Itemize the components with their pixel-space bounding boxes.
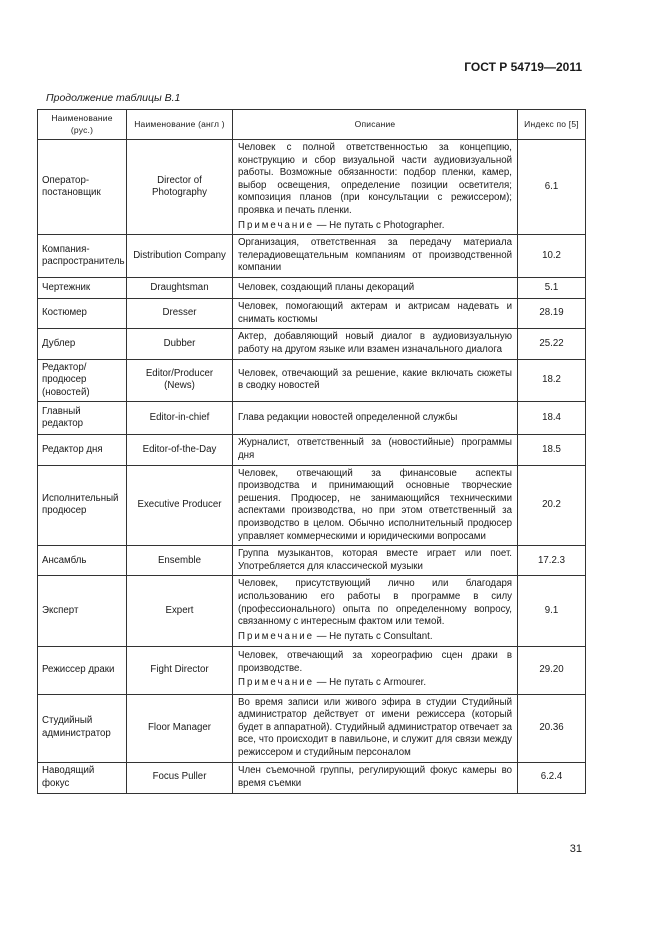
term-index: 20.36 <box>518 694 586 762</box>
description-text: Глава редакции новостей определенной службы <box>238 412 458 424</box>
term-description <box>233 359 518 402</box>
description-text: Журналист, ответственный за (новостийные) программы дня <box>238 437 512 461</box>
description-text: Человек, помогающий актерам и актрисам надевать и снимать костюмы <box>238 301 512 325</box>
term-ru: Компания-распространитель <box>38 235 127 278</box>
col-header-ru: Наименование (рус.) <box>38 110 127 140</box>
term-index: 20.2 <box>518 465 586 546</box>
note-text: — Не путать с Armourer. <box>314 677 427 689</box>
table-row <box>38 694 586 762</box>
table-row <box>38 435 586 465</box>
page-number: 31 <box>569 843 582 855</box>
term-index: 25.22 <box>518 329 586 359</box>
description-text: Во время записи или живого эфира в студии Студийный администратор действует от имени режиссера (который будет в аппаратной). Студийный администратор отвечает за все, что происходит в павильоне, и служит для связи между режиссером и студийным персоналом <box>238 696 512 758</box>
description-text: Человек, отвечающий за хореографию сцен драки в производстве. <box>238 650 512 674</box>
term-description <box>233 299 518 329</box>
col-header-index: Индекс по [5] <box>518 110 586 140</box>
col-header-desc: Описание <box>233 110 518 140</box>
term-description <box>233 694 518 762</box>
term-en: Floor Manager <box>127 694 233 762</box>
term-index: 6.1 <box>518 140 586 235</box>
term-en: Draughtsman <box>127 278 233 299</box>
table-body <box>38 140 586 794</box>
terms-table <box>37 109 586 794</box>
description-note <box>238 220 512 233</box>
standard-header: ГОСТ Р 54719—2011 <box>464 60 582 74</box>
table-row <box>38 329 586 359</box>
term-description <box>233 762 518 793</box>
term-description <box>233 278 518 299</box>
description-text: Человек, отвечающий за финансовые аспекты производства и принимающий основные творческие решения. Продюсер, не занимающийся техническими аспектами производства, но при этом ответственный за производство в целом. Обычно исполнительный продюсер управляет коммерческими и юридическими вопросами <box>238 467 512 542</box>
table-row <box>38 402 586 435</box>
term-en: Expert <box>127 576 233 646</box>
table-header-row <box>38 110 586 140</box>
term-index: 5.1 <box>518 278 586 299</box>
term-en: Editor-in-chief <box>127 402 233 435</box>
term-description <box>233 465 518 546</box>
description-text: Человек, присутствующий лично или благодаря использованию его работы в программе в силу (профессионального) опыта по определенному вопросу, связанному с интересным фактом или темой. <box>238 578 512 628</box>
description-text: Человек, отвечающий за решение, какие включать сюжеты в сводку новостей <box>238 367 512 392</box>
term-en: Dresser <box>127 299 233 329</box>
term-description <box>233 235 518 278</box>
term-en: Director of Photography <box>127 140 233 235</box>
term-en: Editor/Producer (News) <box>127 359 233 402</box>
term-en: Distribution Company <box>127 235 233 278</box>
term-description <box>233 402 518 435</box>
term-ru: Исполнительный продюсер <box>38 465 127 546</box>
term-en: Executive Producer <box>127 465 233 546</box>
note-text: — Не путать с Consultant. <box>314 630 433 642</box>
term-ru: Ансамбль <box>38 546 127 576</box>
table-row <box>38 546 586 576</box>
term-ru: Режиссер драки <box>38 646 127 694</box>
term-ru: Эксперт <box>38 576 127 646</box>
term-index: 28.19 <box>518 299 586 329</box>
col-header-en: Наименование (англ ) <box>127 110 233 140</box>
table-row <box>38 278 586 299</box>
term-en: Fight Director <box>127 646 233 694</box>
note-text: — Не путать с Photographer. <box>314 219 445 231</box>
description-text: Член съемочной группы, регулирующий фокус камеры во время съемки <box>238 764 512 789</box>
term-ru: Чертежник <box>38 278 127 299</box>
term-index: 6.2.4 <box>518 762 586 793</box>
table-row <box>38 235 586 278</box>
table-row <box>38 140 586 235</box>
term-description <box>233 646 518 694</box>
term-ru: Костюмер <box>38 299 127 329</box>
term-en: Ensemble <box>127 546 233 576</box>
term-index: 18.4 <box>518 402 586 435</box>
term-description <box>233 576 518 646</box>
term-index: 9.1 <box>518 576 586 646</box>
term-ru: Оператор-постановщик <box>38 140 127 235</box>
term-index: 18.2 <box>518 359 586 402</box>
term-index: 29.20 <box>518 646 586 694</box>
description-note <box>238 677 512 690</box>
description-text: Человек с полной ответственностью за концепцию, конструкцию и сбор визуальной части аудиовизуальной работы. Возможные обязанности: подбор пленки, камер, выбор освещения, определение позиции осветителя; композиция планов (при консультации с режиссером); проявка и печать пленки. <box>238 142 512 217</box>
description-text: Группа музыкантов, которая вместе играет или поет. Употребляется для классической музыки <box>238 548 512 572</box>
table-caption: Продолжение таблицы В.1 <box>46 92 181 104</box>
description-text: Актер, добавляющий новый диалог в аудиовизуальную работу на другом языке или взамен изначального диалога <box>238 331 512 355</box>
note-label: Примечание <box>238 630 315 642</box>
term-description <box>233 546 518 576</box>
table-row <box>38 359 586 402</box>
term-ru: Редактор/продюсер (новостей) <box>38 359 127 402</box>
table-row <box>38 576 586 646</box>
term-description <box>233 140 518 235</box>
term-index: 17.2.3 <box>518 546 586 576</box>
term-en: Focus Puller <box>127 762 233 793</box>
description-note <box>238 631 512 644</box>
table-row <box>38 465 586 546</box>
note-label: Примечание <box>238 677 315 689</box>
term-index: 18.5 <box>518 435 586 465</box>
term-ru: Студийный администратор <box>38 694 127 762</box>
term-en: Editor-of-the-Day <box>127 435 233 465</box>
term-ru: Главный редактор <box>38 402 127 435</box>
term-en: Dubber <box>127 329 233 359</box>
table-row <box>38 299 586 329</box>
term-description <box>233 329 518 359</box>
description-text: Организация, ответственная за передачу материала телерадиовещательным компаниям от производственной компании <box>238 237 512 274</box>
term-index: 10.2 <box>518 235 586 278</box>
term-description <box>233 435 518 465</box>
description-text: Человек, создающий планы декораций <box>238 281 415 293</box>
term-ru: Наводящий фокус <box>38 762 127 793</box>
term-ru: Дублер <box>38 329 127 359</box>
note-label: Примечание <box>238 219 315 231</box>
table-row <box>38 646 586 694</box>
table-row <box>38 762 586 793</box>
term-ru: Редактор дня <box>38 435 127 465</box>
